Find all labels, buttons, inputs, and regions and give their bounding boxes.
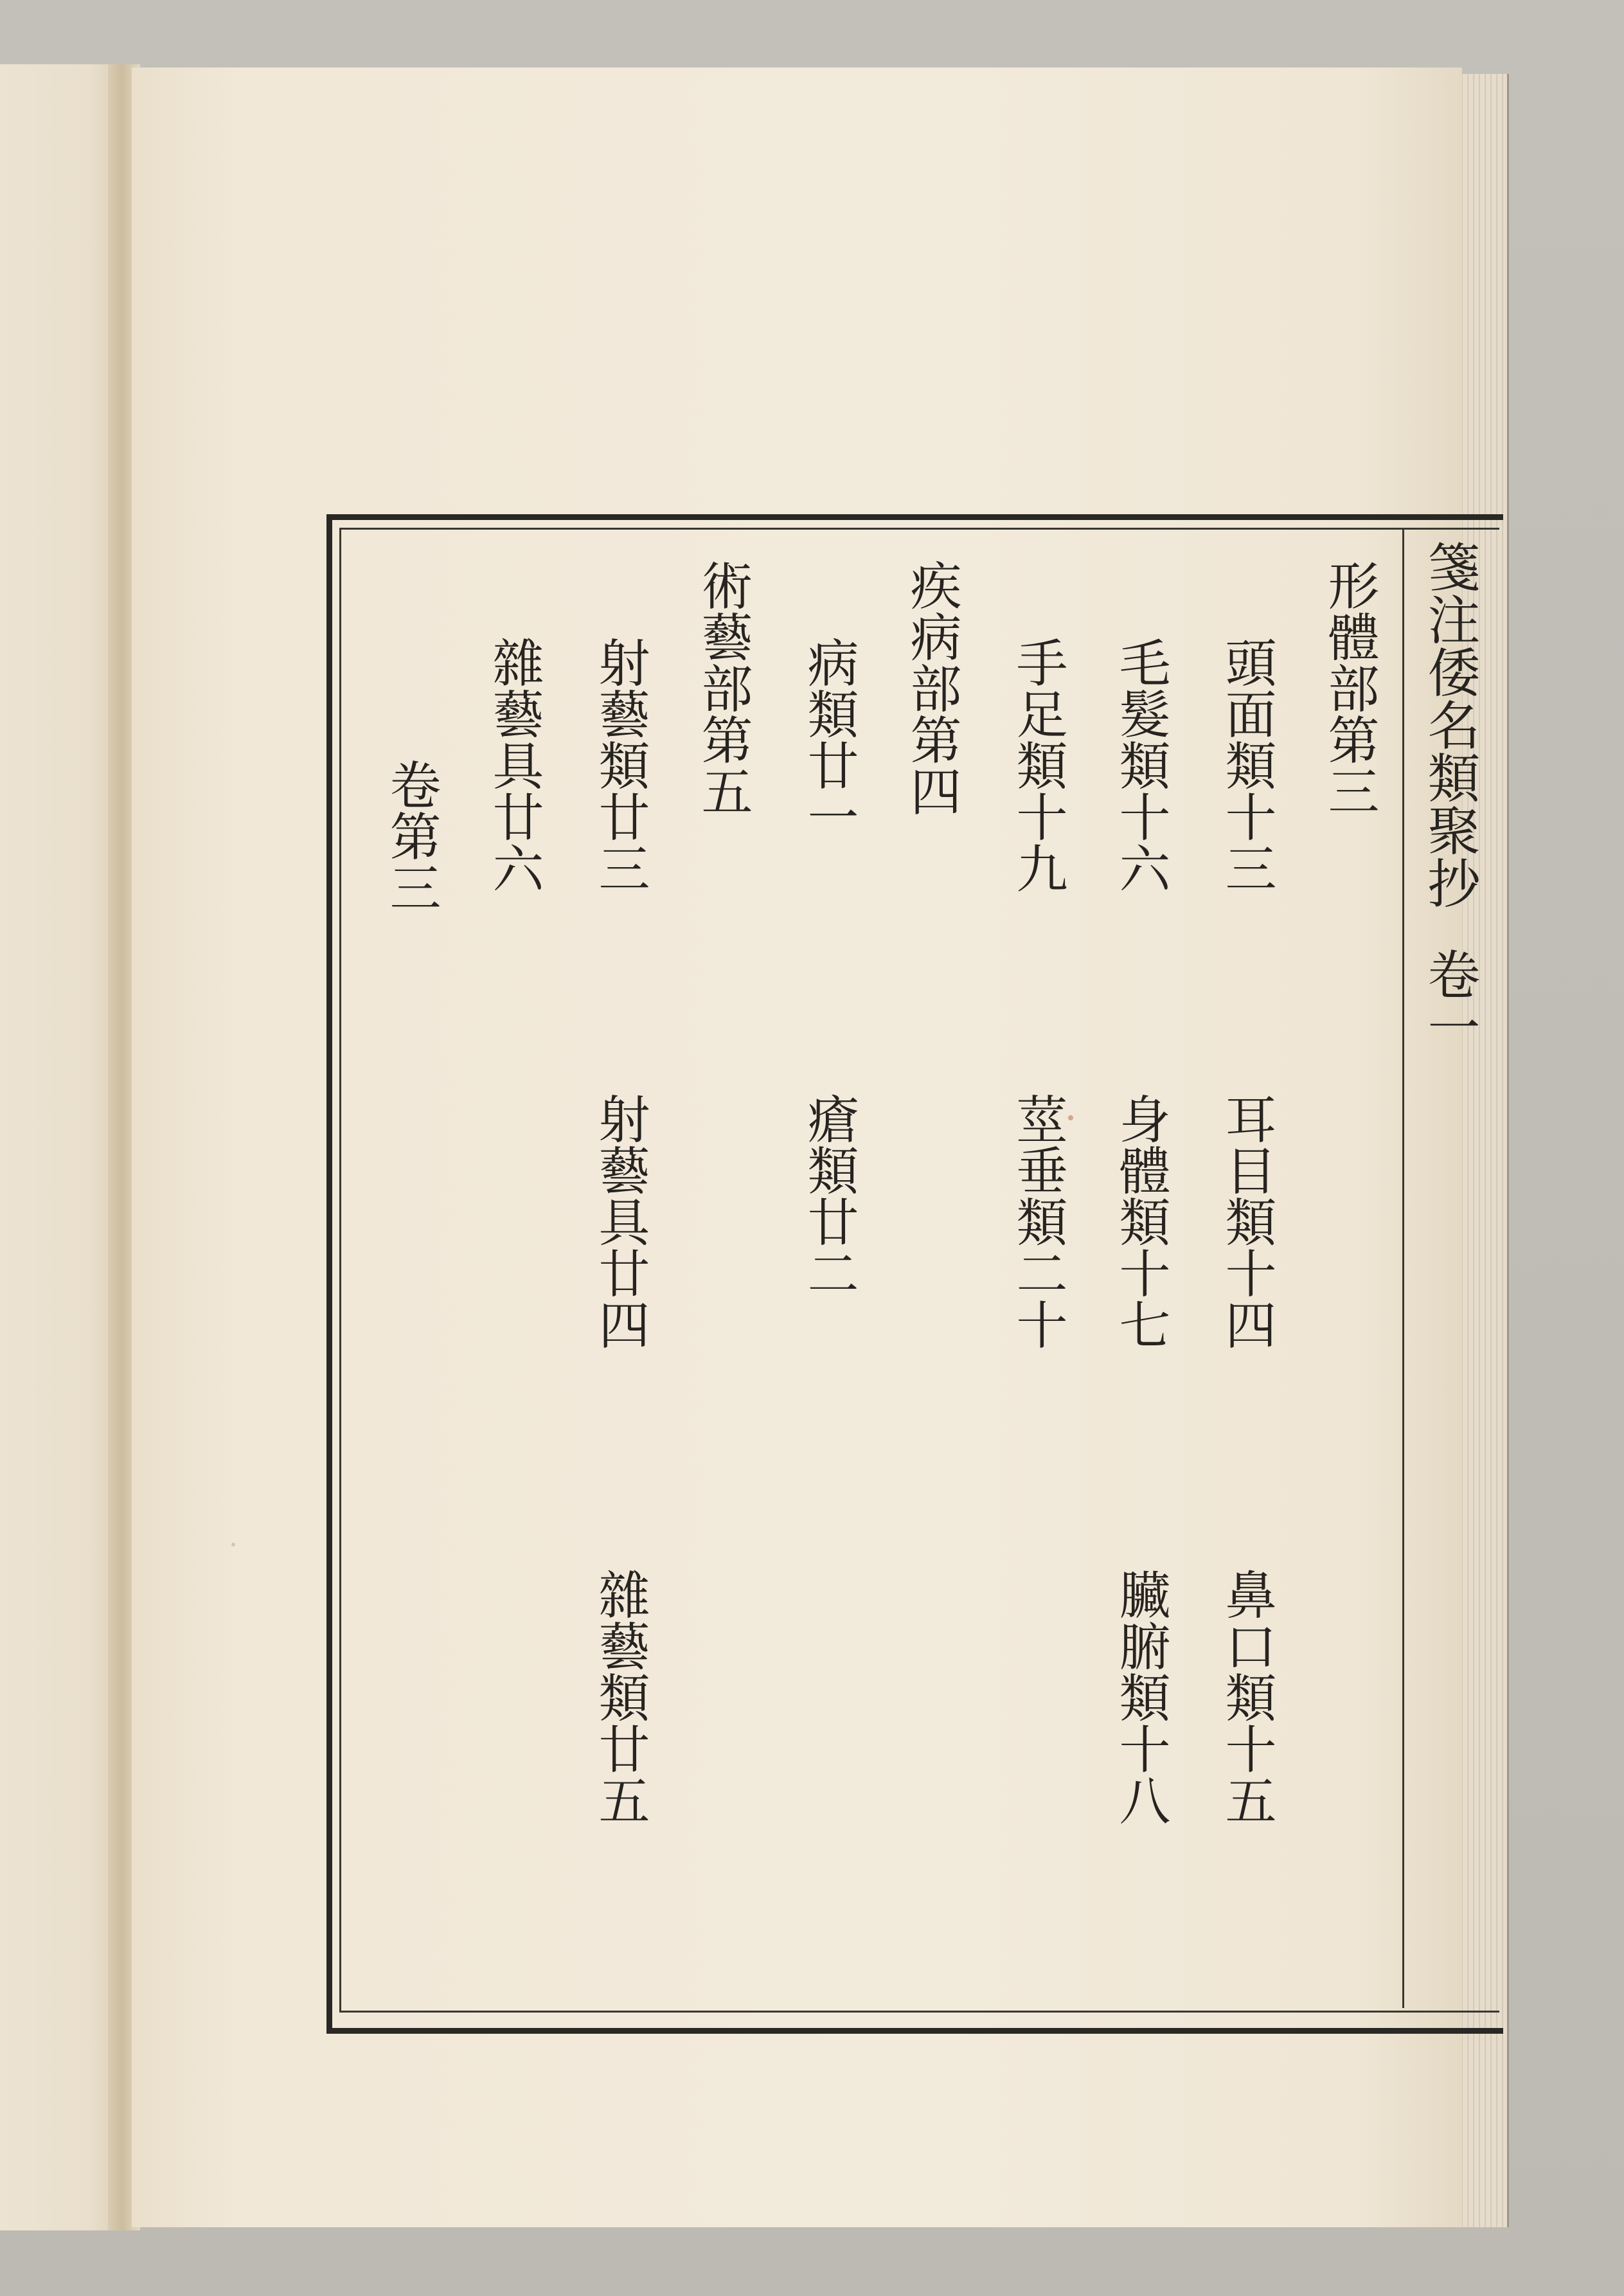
volume-end-label: 卷第三 (381, 758, 441, 913)
entry-body: 身體類十七 (1111, 1093, 1170, 1350)
entry-ears-eyes: 耳目類十四 (1217, 1093, 1276, 1350)
entry-archery-tools: 射藝具廿四 (590, 1093, 650, 1350)
entry-head-face: 頭面類十三 (1217, 636, 1276, 893)
volume-label: 卷一 (1419, 947, 1480, 1053)
entry-misc-arts: 雜藝類廿五 (590, 1568, 650, 1825)
section-heading-form-body: 形體部第三 (1319, 559, 1379, 816)
entry-hands-feet: 手足類十九 (1008, 636, 1067, 893)
entry-misc-arts-tools: 雜藝具廿六 (484, 636, 544, 893)
title-divider (1402, 530, 1404, 2008)
book-title: 箋注倭名類聚抄 (1419, 540, 1480, 909)
section-heading-arts: 術藝部第五 (693, 559, 753, 816)
entry-sores: 瘡類廿二 (799, 1093, 859, 1298)
paper-speck (231, 1543, 235, 1547)
section-heading-illness: 疾病部第四 (902, 559, 961, 816)
entry-nose-mouth: 鼻口類十五 (1217, 1568, 1276, 1825)
page-header-column (1417, 540, 1481, 1053)
entry-genitals: 莖垂類二十 (1008, 1093, 1067, 1350)
entry-archery: 射藝類廿三 (590, 636, 650, 893)
paper-speck (1068, 1115, 1073, 1120)
left-page (0, 64, 125, 2230)
entry-organs: 臟腑類十八 (1111, 1568, 1170, 1825)
entry-hair: 毛髮類十六 (1111, 636, 1170, 893)
entry-illness: 病類廿一 (799, 636, 859, 842)
